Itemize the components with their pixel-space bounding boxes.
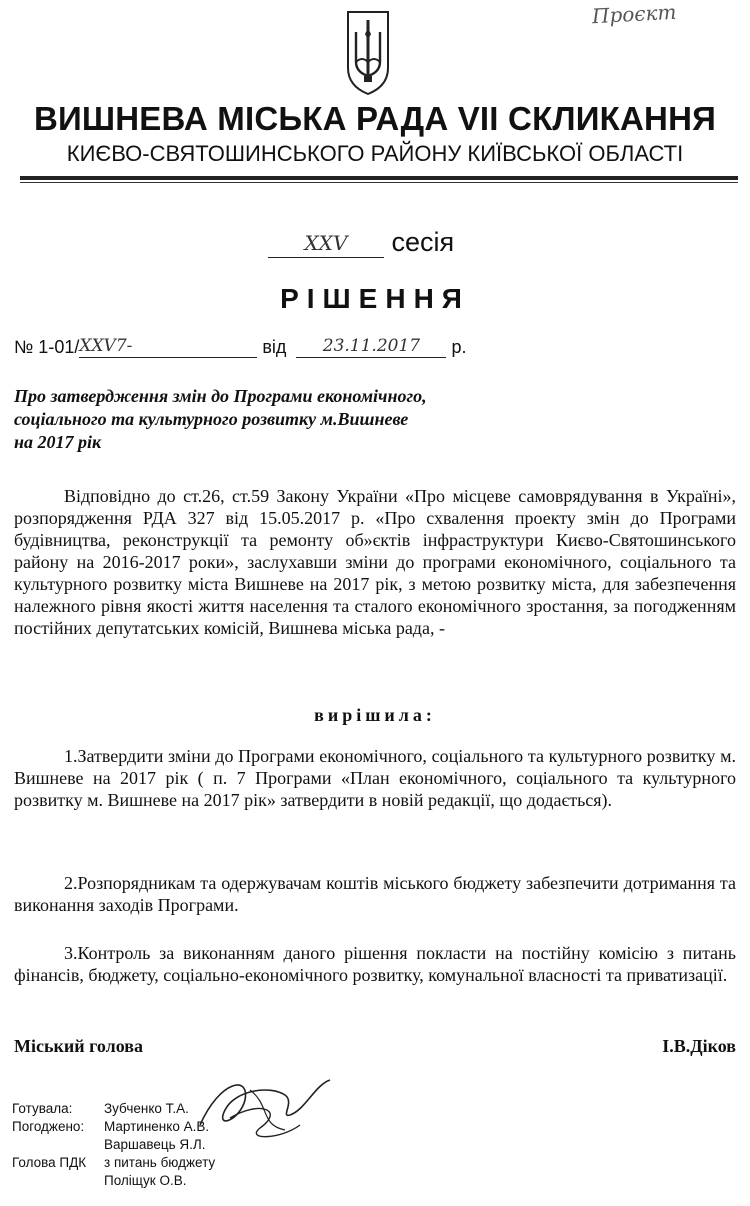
resolution-item-1: 1.Затвердити зміни до Програми економічного, соціального та культурного розвитку м. Вишневе на 2017 рік ( п. 7 Програми «План економічного, соціального та культурного розвитку м. Вишневе на 2017 рік» затвердити в новій редакції, що додається). [14, 746, 736, 810]
approval-name: Мартиненко А.В. [104, 1119, 210, 1134]
approval-name: Поліщук О.В. [104, 1173, 187, 1188]
approval-row [12, 1100, 215, 1118]
decision-date-field [296, 333, 446, 358]
resolution-heading-line: Про затвердження змін до Програми економічного, [14, 386, 427, 406]
approval-table [12, 1100, 215, 1190]
coat-of-arms-icon [346, 10, 390, 96]
approval-row [12, 1118, 215, 1136]
resolution-item-3: 3.Контроль за виконанням даного рішення покласти на постійну комісію з питань фінансів, бюджету, соціально-економічного розвитку, комунальної власності та приватизації. [14, 943, 736, 985]
session-number: XXV [304, 231, 348, 255]
session-number-field [268, 225, 384, 258]
approval-role [12, 1136, 104, 1154]
approval-row [12, 1136, 215, 1154]
resolution-heading [14, 385, 554, 454]
approval-block [12, 1100, 215, 1190]
session-line [268, 225, 454, 258]
decision-number-value: XXV7- [79, 336, 133, 356]
decision-number-field [79, 333, 257, 358]
council-title: ВИШНЕВА МІСЬКА РАДА VII СКЛИКАННЯ [33, 100, 717, 137]
decision-number-prefix: № 1-01/ [14, 337, 80, 357]
resolution-heading-line: на 2017 рік [14, 432, 102, 452]
preamble-paragraph: Відповідно до ст.26, ст.59 Закону України «Про місцеве самоврядування в Україні», розпорядження РДА 327 від 15.05.2017 р. «Про схвалення проекту змін до Програми будівництва, реконструкції та ремонту об»єктів інфраструктури Києво-Святошинського району на 2016-2017 роки», заслухавши зміни до програми економічного, соціального та культурного розвитку міста Вишневе на 2017 рік, з метою розвитку міста, для забезпечення належного рівня якості життя населення та сталого економічного зростання, за погодженням постійних депутатських комісій, Вишнева міська рада, - [14, 486, 736, 638]
approval-row [12, 1172, 215, 1190]
approval-role: Готувала: [12, 1101, 73, 1116]
decision-date-suffix: р. [451, 337, 467, 357]
approval-role: Погоджено: [12, 1119, 85, 1134]
decision-number-line [14, 333, 466, 358]
approval-row [12, 1154, 215, 1172]
resolution-item-2: 2.Розпорядникам та одержувачам коштів міського бюджету забезпечити дотримання та виконання заходів Програми. [14, 873, 736, 915]
decided-heading: вирішила: [314, 705, 436, 725]
mayor-name: І.В.Діков [662, 1036, 736, 1056]
approval-name: з питань бюджету [104, 1155, 216, 1170]
decision-title: РІШЕННЯ [280, 283, 470, 314]
resolution-heading-line: соціального та культурного розвитку м.Вишневе [14, 409, 409, 429]
project-stamp: Проєкт [591, 0, 677, 29]
approval-name: Варшавець Я.Л. [104, 1137, 206, 1152]
decision-date-value: 23.11.2017 [322, 336, 421, 356]
handwritten-signature [190, 1070, 340, 1150]
decision-date-prefix: від [262, 337, 287, 357]
mayor-title: Міський голова [14, 1036, 143, 1056]
approval-role: Голова ПДК [12, 1155, 87, 1170]
council-subtitle: КИЄВО-СВЯТОШИНСЬКОГО РАЙОНУ КИЇВСЬКОЇ ОБЛАСТІ [66, 141, 684, 166]
header-rule-thick [20, 176, 738, 180]
approval-name: Зубченко Т.А. [104, 1101, 189, 1116]
header-rule-thin [20, 182, 738, 183]
approval-role [12, 1172, 104, 1190]
session-label: сесія [391, 227, 455, 257]
